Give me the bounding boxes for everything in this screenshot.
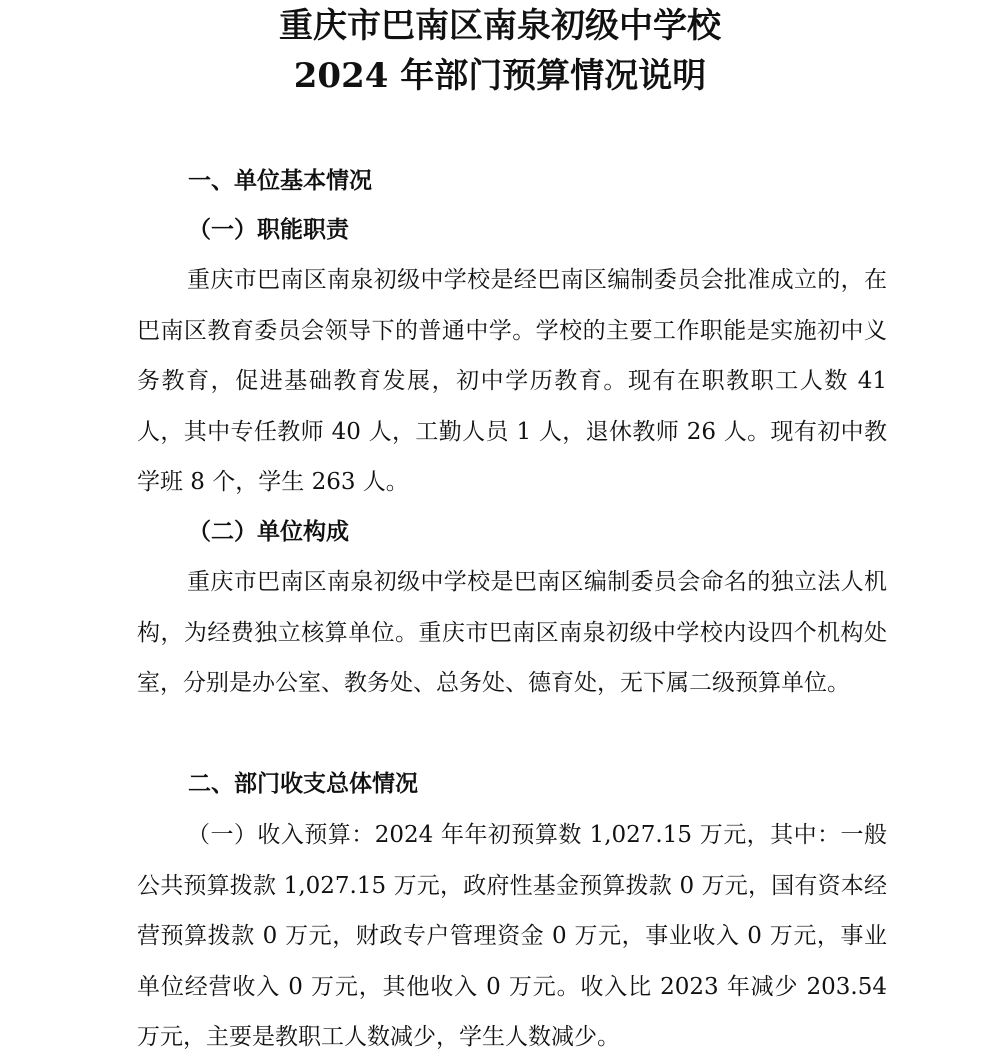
- paragraph-structure: 重庆市巴南区南泉初级中学校是巴南区编制委员会命名的独立法人机构，为经费独立核算单位。重庆市巴南区南泉初级中学校内设四个机构处室，分别是办公室、教务处、总务处、德育处，无下属二级预算单位。: [137, 569, 887, 696]
- income-budget-text: 2024 年年初预算数 1,027.15 万元，其中：一般公共预算拨款 1,027.15 万元，政府性基金预算拨款 0 万元，国有资本经营预算拨款 0 万元，财政专户管理资金 0 万元，事业收入 0 万元，事业单位经营收入 0 万元，其他收入 0 万元。收入比 2023 年减少 203.54 万元，主要是教职工人数减少，学生人数减少。: [137, 822, 887, 1050]
- subsection-heading-structure: （二）单位构成: [188, 518, 349, 545]
- section-heading-basic-info: 一、单位基本情况: [188, 168, 372, 194]
- section-heading-budget-overview: 二、部门收支总体情况: [188, 771, 418, 797]
- paragraph-duties: 重庆市巴南区南泉初级中学校是经巴南区编制委员会批准成立的，在巴南区教育委员会领导下的普通中学。学校的主要工作职能是实施初中义务教育，促进基础教育发展，初中学历教育。现有在职教职工人数 41 人，其中专任教师 40 人，工勤人员 1 人，退休教师 26 人。现有初中教学班 8 个，学生 263 人。: [137, 267, 887, 495]
- document-title: 重庆市巴南区南泉初级中学校: [279, 6, 721, 46]
- document-subtitle: 2024 年部门预算情况说明: [293, 56, 707, 96]
- paragraph-income-budget: [137, 810, 887, 1063]
- subsection-heading-duties: （一）职能职责: [188, 216, 349, 243]
- income-budget-lead: （一）收入预算：: [187, 822, 375, 848]
